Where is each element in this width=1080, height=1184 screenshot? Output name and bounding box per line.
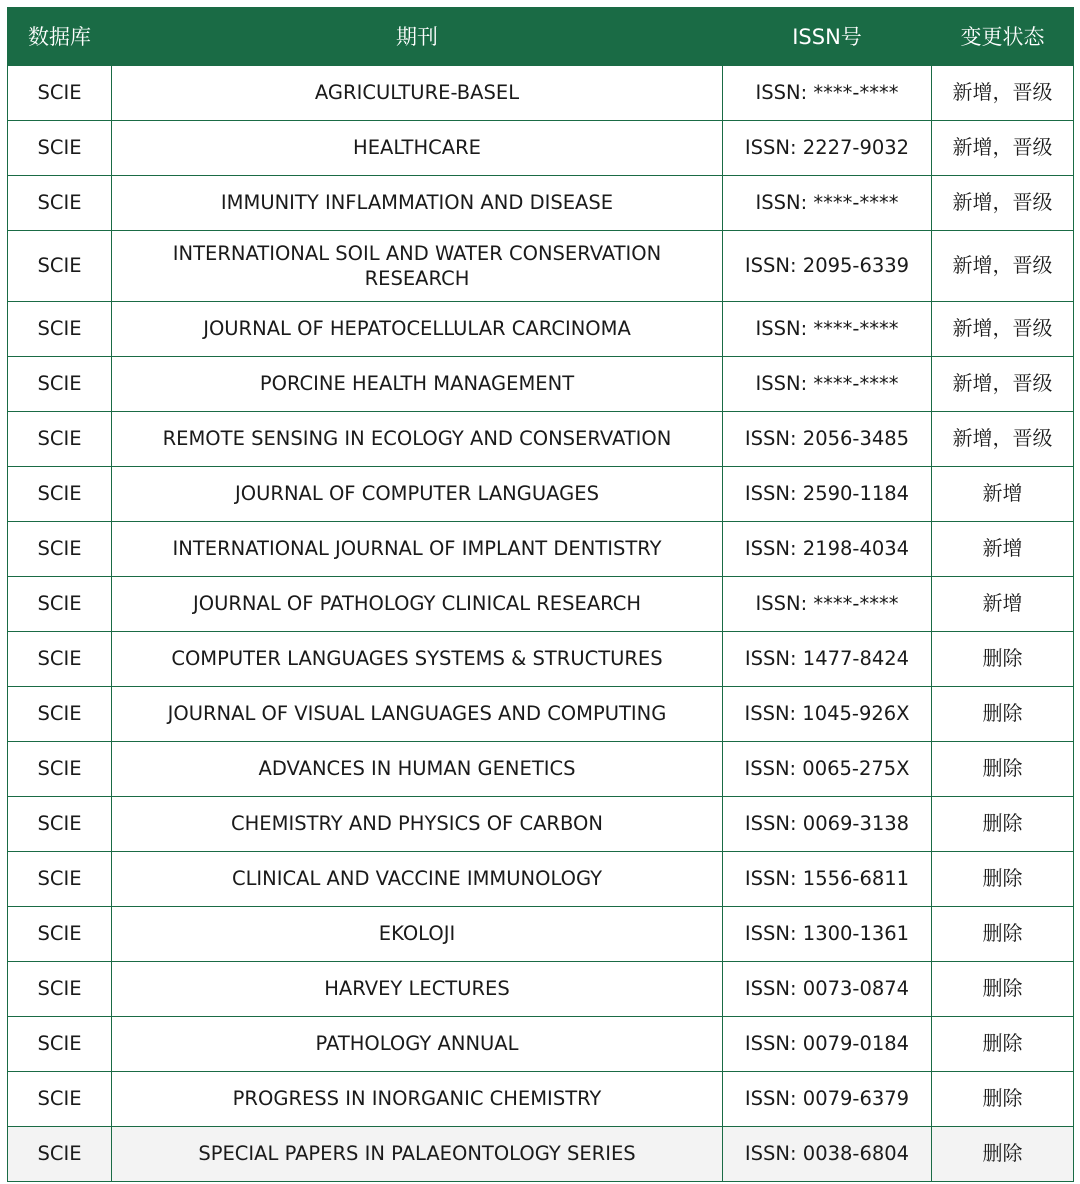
table-row	[8, 120, 1074, 175]
cell-journal: PROGRESS IN INORGANIC CHEMISTRY	[112, 1071, 723, 1126]
cell-journal: JOURNAL OF COMPUTER LANGUAGES	[112, 466, 723, 521]
table-row	[8, 631, 1074, 686]
table-row	[8, 356, 1074, 411]
cell-issn: ISSN: ****-****	[723, 356, 932, 411]
cell-database: SCIE	[8, 301, 112, 356]
table-row	[8, 175, 1074, 230]
cell-issn: ISSN: 2095-6339	[723, 230, 932, 301]
header-row	[8, 7, 1074, 65]
cell-database: SCIE	[8, 961, 112, 1016]
cell-journal: JOURNAL OF VISUAL LANGUAGES AND COMPUTING	[112, 686, 723, 741]
table-row	[8, 796, 1074, 851]
cell-journal: PORCINE HEALTH MANAGEMENT	[112, 356, 723, 411]
cell-issn: ISSN: 0038-6804	[723, 1126, 932, 1181]
cell-issn: ISSN: 0065-275X	[723, 741, 932, 796]
cell-journal: JOURNAL OF PATHOLOGY CLINICAL RESEARCH	[112, 576, 723, 631]
cell-database: SCIE	[8, 796, 112, 851]
cell-status: 删除	[932, 906, 1074, 961]
table-row	[8, 466, 1074, 521]
table-row	[8, 65, 1074, 120]
cell-journal: AGRICULTURE-BASEL	[112, 65, 723, 120]
cell-database: SCIE	[8, 356, 112, 411]
cell-status: 删除	[932, 961, 1074, 1016]
cell-status: 新增，晋级	[932, 301, 1074, 356]
table-row	[8, 1126, 1074, 1181]
cell-status: 新增	[932, 521, 1074, 576]
cell-journal: PATHOLOGY ANNUAL	[112, 1016, 723, 1071]
cell-status: 删除	[932, 1126, 1074, 1181]
cell-journal: CHEMISTRY AND PHYSICS OF CARBON	[112, 796, 723, 851]
cell-issn: ISSN: 0079-6379	[723, 1071, 932, 1126]
table-row	[8, 906, 1074, 961]
table-row	[8, 230, 1074, 301]
cell-database: SCIE	[8, 230, 112, 301]
cell-journal: EKOLOJI	[112, 906, 723, 961]
cell-status: 删除	[932, 631, 1074, 686]
header-journal: 期刊	[112, 7, 723, 65]
cell-issn: ISSN: 0073-0874	[723, 961, 932, 1016]
cell-database: SCIE	[8, 521, 112, 576]
cell-journal: HEALTHCARE	[112, 120, 723, 175]
cell-database: SCIE	[8, 1071, 112, 1126]
cell-issn: ISSN: 0079-0184	[723, 1016, 932, 1071]
table-header	[8, 7, 1074, 65]
cell-issn: ISSN: ****-****	[723, 65, 932, 120]
cell-database: SCIE	[8, 65, 112, 120]
cell-issn: ISSN: 2227-9032	[723, 120, 932, 175]
table-row	[8, 1016, 1074, 1071]
cell-status: 新增	[932, 466, 1074, 521]
table-row	[8, 686, 1074, 741]
cell-status: 新增，晋级	[932, 65, 1074, 120]
table-row	[8, 301, 1074, 356]
cell-status: 新增，晋级	[932, 120, 1074, 175]
cell-database: SCIE	[8, 631, 112, 686]
cell-issn: ISSN: 2590-1184	[723, 466, 932, 521]
cell-database: SCIE	[8, 1126, 112, 1181]
cell-database: SCIE	[8, 1016, 112, 1071]
cell-status: 新增，晋级	[932, 230, 1074, 301]
journal-change-table	[7, 7, 1074, 1182]
cell-journal: JOURNAL OF HEPATOCELLULAR CARCINOMA	[112, 301, 723, 356]
cell-issn: ISSN: 0069-3138	[723, 796, 932, 851]
header-status: 变更状态	[932, 7, 1074, 65]
cell-issn: ISSN: ****-****	[723, 301, 932, 356]
cell-journal: COMPUTER LANGUAGES SYSTEMS & STRUCTURES	[112, 631, 723, 686]
cell-journal: INTERNATIONAL SOIL AND WATER CONSERVATION RESEARCH	[112, 230, 723, 301]
table-row	[8, 851, 1074, 906]
table-row	[8, 1071, 1074, 1126]
cell-journal: ADVANCES IN HUMAN GENETICS	[112, 741, 723, 796]
cell-journal: INTERNATIONAL JOURNAL OF IMPLANT DENTISTRY	[112, 521, 723, 576]
cell-issn: ISSN: 1477-8424	[723, 631, 932, 686]
cell-database: SCIE	[8, 906, 112, 961]
table-row	[8, 961, 1074, 1016]
cell-issn: ISSN: ****-****	[723, 576, 932, 631]
journal-change-table-container	[7, 7, 1073, 1182]
table-row	[8, 576, 1074, 631]
cell-status: 删除	[932, 1071, 1074, 1126]
cell-database: SCIE	[8, 576, 112, 631]
cell-database: SCIE	[8, 411, 112, 466]
cell-journal: SPECIAL PAPERS IN PALAEONTOLOGY SERIES	[112, 1126, 723, 1181]
cell-journal: CLINICAL AND VACCINE IMMUNOLOGY	[112, 851, 723, 906]
cell-issn: ISSN: 2198-4034	[723, 521, 932, 576]
cell-status: 删除	[932, 1016, 1074, 1071]
table-row	[8, 411, 1074, 466]
cell-status: 新增，晋级	[932, 356, 1074, 411]
cell-database: SCIE	[8, 741, 112, 796]
cell-status: 删除	[932, 741, 1074, 796]
table-row	[8, 521, 1074, 576]
cell-journal: IMMUNITY INFLAMMATION AND DISEASE	[112, 175, 723, 230]
cell-journal: REMOTE SENSING IN ECOLOGY AND CONSERVATION	[112, 411, 723, 466]
cell-journal: HARVEY LECTURES	[112, 961, 723, 1016]
table-row	[8, 741, 1074, 796]
cell-database: SCIE	[8, 175, 112, 230]
cell-issn: ISSN: 1045-926X	[723, 686, 932, 741]
cell-issn: ISSN: 1300-1361	[723, 906, 932, 961]
cell-issn: ISSN: ****-****	[723, 175, 932, 230]
cell-database: SCIE	[8, 466, 112, 521]
cell-issn: ISSN: 1556-6811	[723, 851, 932, 906]
cell-status: 删除	[932, 686, 1074, 741]
header-issn: ISSN号	[723, 7, 932, 65]
cell-status: 删除	[932, 851, 1074, 906]
cell-database: SCIE	[8, 851, 112, 906]
cell-status: 新增	[932, 576, 1074, 631]
cell-status: 新增，晋级	[932, 175, 1074, 230]
cell-status: 删除	[932, 796, 1074, 851]
cell-issn: ISSN: 2056-3485	[723, 411, 932, 466]
header-database: 数据库	[8, 7, 112, 65]
cell-database: SCIE	[8, 120, 112, 175]
table-body	[8, 65, 1074, 1181]
cell-status: 新增，晋级	[932, 411, 1074, 466]
cell-database: SCIE	[8, 686, 112, 741]
